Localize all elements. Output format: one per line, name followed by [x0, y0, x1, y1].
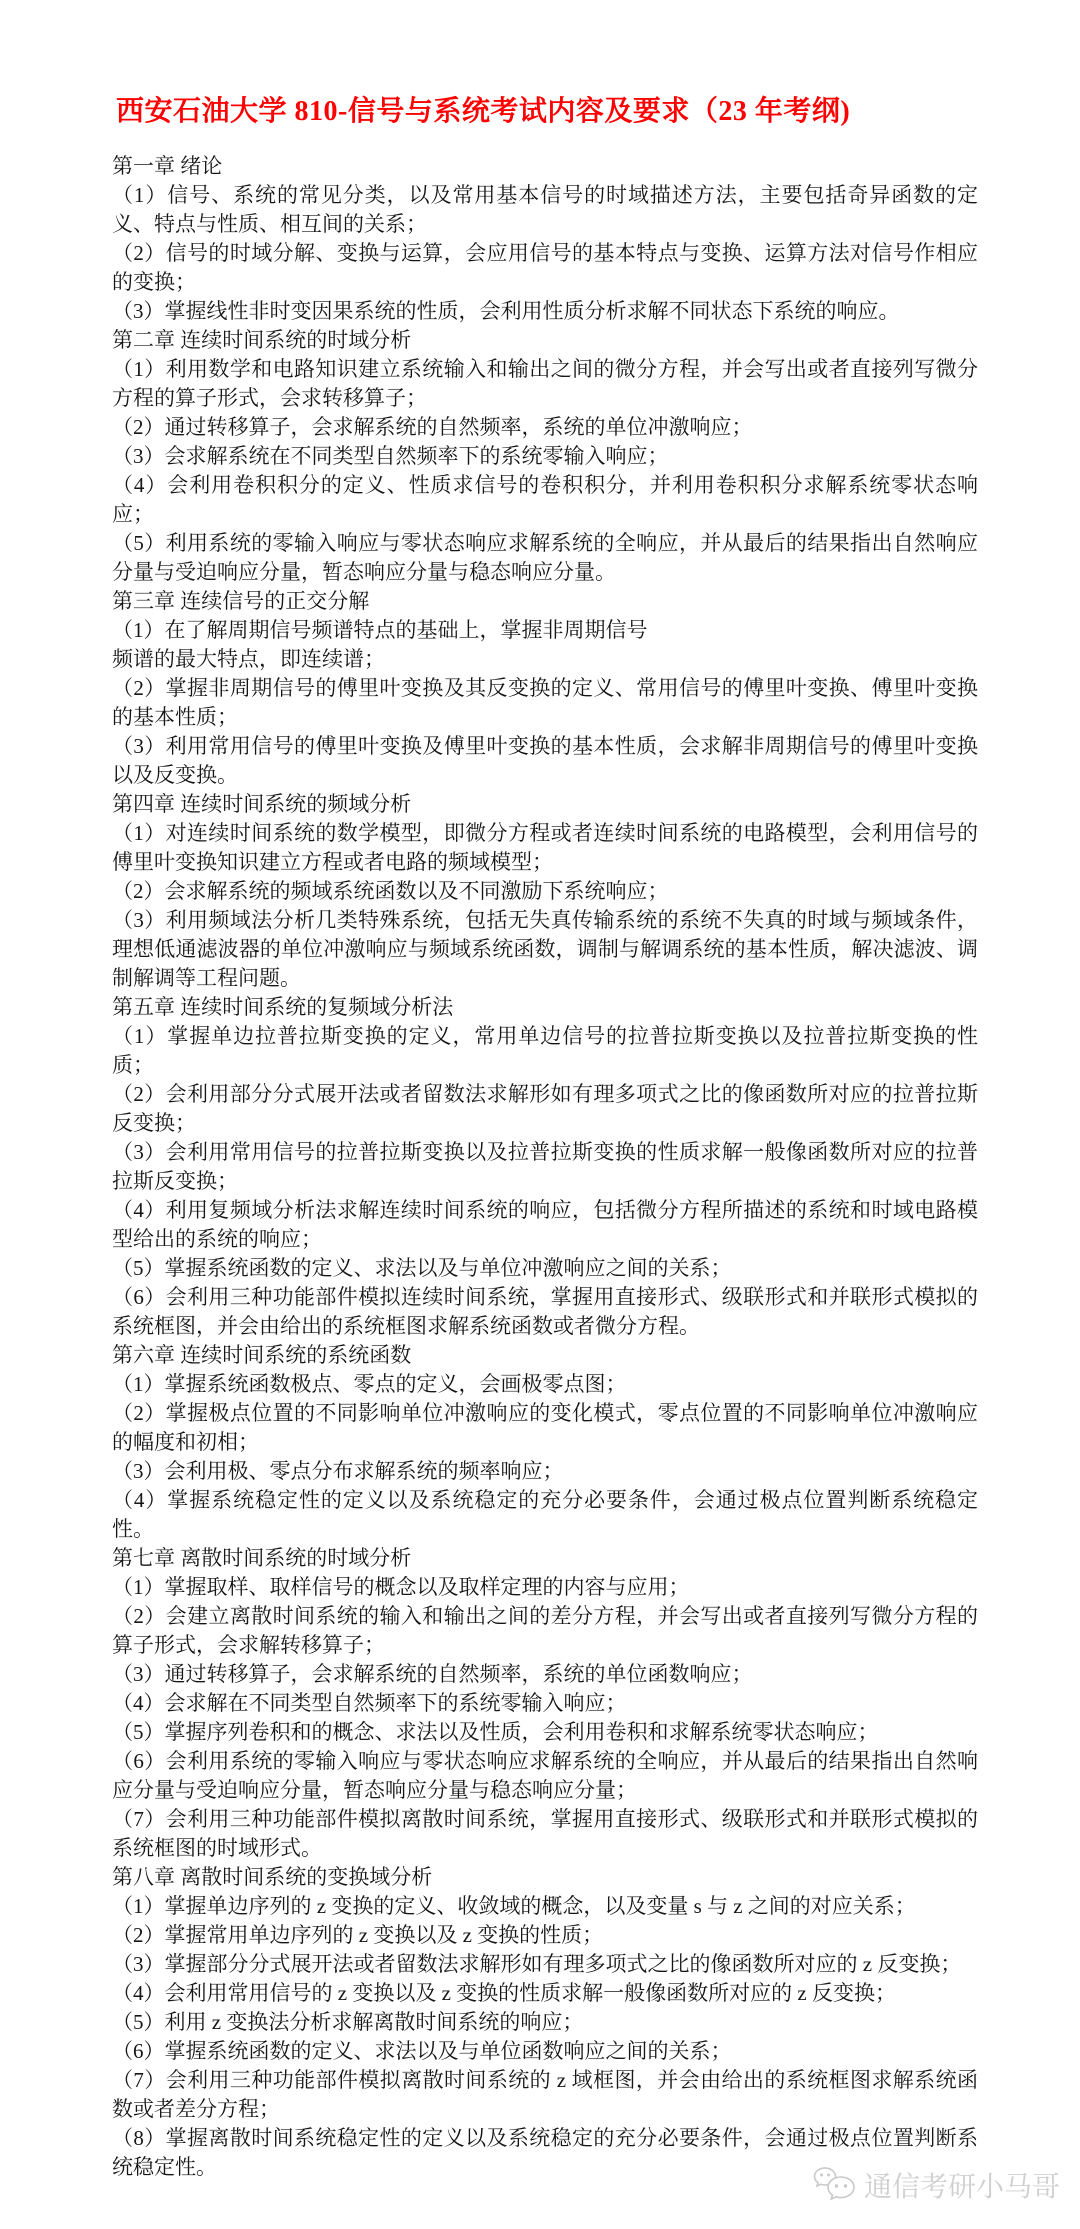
- chapter-heading: 第四章 连续时间系统的频域分析: [112, 792, 412, 817]
- syllabus-item: （1）掌握单边序列的 z 变换的定义、收敛域的概念，以及变量 s 与 z 之间的对应关系；: [112, 1894, 916, 1919]
- syllabus-item: （5）利用系统的零输入响应与零状态响应求解系统的全响应，并从最后的结果指出自然响应分量与受迫响应分量，暂态响应分量与稳态响应分量。: [112, 531, 978, 585]
- syllabus-item: （4）会求解在不同类型自然频率下的系统零输入响应；: [112, 1691, 627, 1716]
- syllabus-item: （7）会利用三种功能部件模拟离散时间系统，掌握用直接形式、级联形式和并联形式模拟的系统框图的时域形式。: [112, 1807, 978, 1861]
- syllabus-item: （2）掌握非周期信号的傅里叶变换及其反变换的定义、常用信号的傅里叶变换、傅里叶变换的基本性质；: [112, 676, 978, 730]
- syllabus-item: （2）掌握常用单边序列的 z 变换以及 z 变换的性质；: [112, 1923, 604, 1948]
- syllabus-item: （2）会建立离散时间系统的输入和输出之间的差分方程，并会写出或者直接列写微分方程的算子形式，会求解转移算子；: [112, 1604, 978, 1658]
- syllabus-item: （1）利用数学和电路知识建立系统输入和输出之间的微分方程，并会写出或者直接列写微分方程的算子形式，会求转移算子；: [112, 357, 978, 411]
- wechat-icon: [812, 2165, 858, 2205]
- syllabus-item: （3）掌握部分分式展开法或者留数法求解形如有理多项式之比的像函数所对应的 z 反变换；: [112, 1952, 962, 1977]
- syllabus-item: （3）掌握线性非时变因果系统的性质，会利用性质分析求解不同状态下系统的响应。: [112, 299, 900, 324]
- syllabus-item: （1）信号、系统的常见分类，以及常用基本信号的时域描述方法，主要包括奇异函数的定义、特点与性质、相互间的关系；: [112, 183, 978, 237]
- syllabus-item: （6）掌握系统函数的定义、求法以及与单位函数响应之间的关系；: [112, 2039, 732, 2064]
- syllabus-item: （3）会利用常用信号的拉普拉斯变换以及拉普拉斯变换的性质求解一般像函数所对应的拉普拉斯反变换；: [112, 1140, 978, 1194]
- syllabus-item: （4）会利用卷积积分的定义、性质求信号的卷积积分，并利用卷积积分求解系统零状态响应；: [112, 473, 978, 527]
- syllabus-item: （3）通过转移算子，会求解系统的自然频率，系统的单位函数响应；: [112, 1662, 753, 1687]
- syllabus-item: （3）会利用极、零点分布求解系统的频率响应；: [112, 1459, 564, 1484]
- document-body: [112, 152, 978, 2182]
- syllabus-item: （1）掌握单边拉普拉斯变换的定义，常用单边信号的拉普拉斯变换以及拉普拉斯变换的性质；: [112, 1024, 978, 1078]
- syllabus-item: （6）会利用三种功能部件模拟连续时间系统，掌握用直接形式、级联形式和并联形式模拟的系统框图，并会由给出的系统框图求解系统函数或者微分方程。: [112, 1285, 978, 1339]
- syllabus-item: （2）掌握极点位置的不同影响单位冲激响应的变化模式，零点位置的不同影响单位冲激响应的幅度和初相；: [112, 1401, 978, 1455]
- page-title: 西安石油大学 810-信号与系统考试内容及要求（23 年考纲): [116, 96, 851, 127]
- syllabus-item: （4）利用复频域分析法求解连续时间系统的响应，包括微分方程所描述的系统和时域电路模型给出的系统的响应；: [112, 1198, 978, 1252]
- syllabus-item: （1）掌握取样、取样信号的概念以及取样定理的内容与应用；: [112, 1575, 690, 1600]
- chapter-heading: 第七章 离散时间系统的时域分析: [112, 1546, 412, 1571]
- syllabus-item: （1）掌握系统函数极点、零点的定义，会画极零点图；: [112, 1372, 627, 1397]
- chapter-heading: 第八章 离散时间系统的变换域分析: [112, 1865, 433, 1890]
- chapter-heading: 第五章 连续时间系统的复频域分析法: [112, 995, 454, 1020]
- syllabus-item: （4）会利用常用信号的 z 变换以及 z 变换的性质求解一般像函数所对应的 z 反变换；: [112, 1981, 896, 2006]
- chapter-heading: 第二章 连续时间系统的时域分析: [112, 328, 412, 353]
- syllabus-item: （4）掌握系统稳定性的定义以及系统稳定的充分必要条件，会通过极点位置判断系统稳定性。: [112, 1488, 978, 1542]
- syllabus-item: （1）对连续时间系统的数学模型，即微分方程或者连续时间系统的电路模型，会利用信号的傅里叶变换知识建立方程或者电路的频域模型；: [112, 821, 978, 875]
- watermark-label: 通信考研小马哥: [863, 2171, 1060, 2202]
- syllabus-item: （2）信号的时域分解、变换与运算，会应用信号的基本特点与变换、运算方法对信号作相应的变换；: [112, 241, 978, 295]
- chapter-heading: 第一章 绪论: [112, 154, 223, 179]
- syllabus-item: （5）掌握序列卷积和的概念、求法以及性质，会利用卷积和求解系统零状态响应；: [112, 1720, 879, 1745]
- syllabus-item: （6）会利用系统的零输入响应与零状态响应求解系统的全响应，并从最后的结果指出自然响应分量与受迫响应分量，暂态响应分量与稳态响应分量；: [112, 1749, 978, 1803]
- watermark: [812, 2165, 1060, 2205]
- syllabus-item: （5）利用 z 变换法分析求解离散时间系统的响应；: [112, 2010, 584, 2035]
- syllabus-item: （8）掌握离散时间系统稳定性的定义以及系统稳定的充分必要条件，会通过极点位置判断系统稳定性。: [112, 2126, 978, 2180]
- syllabus-item: （2）会利用部分分式展开法或者留数法求解形如有理多项式之比的像函数所对应的拉普拉斯反变换；: [112, 1082, 978, 1136]
- syllabus-item: （2）通过转移算子，会求解系统的自然频率，系统的单位冲激响应；: [112, 415, 753, 440]
- chapter-heading: 第六章 连续时间系统的系统函数: [112, 1343, 412, 1368]
- syllabus-item: （3）会求解系统在不同类型自然频率下的系统零输入响应；: [112, 444, 669, 469]
- syllabus-item: （5）掌握系统函数的定义、求法以及与单位冲激响应之间的关系；: [112, 1256, 732, 1281]
- chapter-heading: 第三章 连续信号的正交分解: [112, 589, 370, 614]
- syllabus-item: （3）利用常用信号的傅里叶变换及傅里叶变换的基本性质，会求解非周期信号的傅里叶变换以及反变换。: [112, 734, 978, 788]
- syllabus-item: （2）会求解系统的频域系统函数以及不同激励下系统响应；: [112, 879, 669, 904]
- syllabus-item: （7）会利用三种功能部件模拟离散时间系统的 z 域框图，并会由给出的系统框图求解系统函数或者差分方程；: [112, 2068, 978, 2122]
- syllabus-item: （1）在了解周期信号频谱特点的基础上，掌握非周期信号 频谱的最大特点，即连续谱；: [112, 618, 648, 672]
- syllabus-item: （3）利用频域法分析几类特殊系统，包括无失真传输系统的系统不失真的时域与频域条件，理想低通滤波器的单位冲激响应与频域系统函数，调制与解调系统的基本性质，解决滤波、调制解调等工程问题。: [112, 908, 978, 991]
